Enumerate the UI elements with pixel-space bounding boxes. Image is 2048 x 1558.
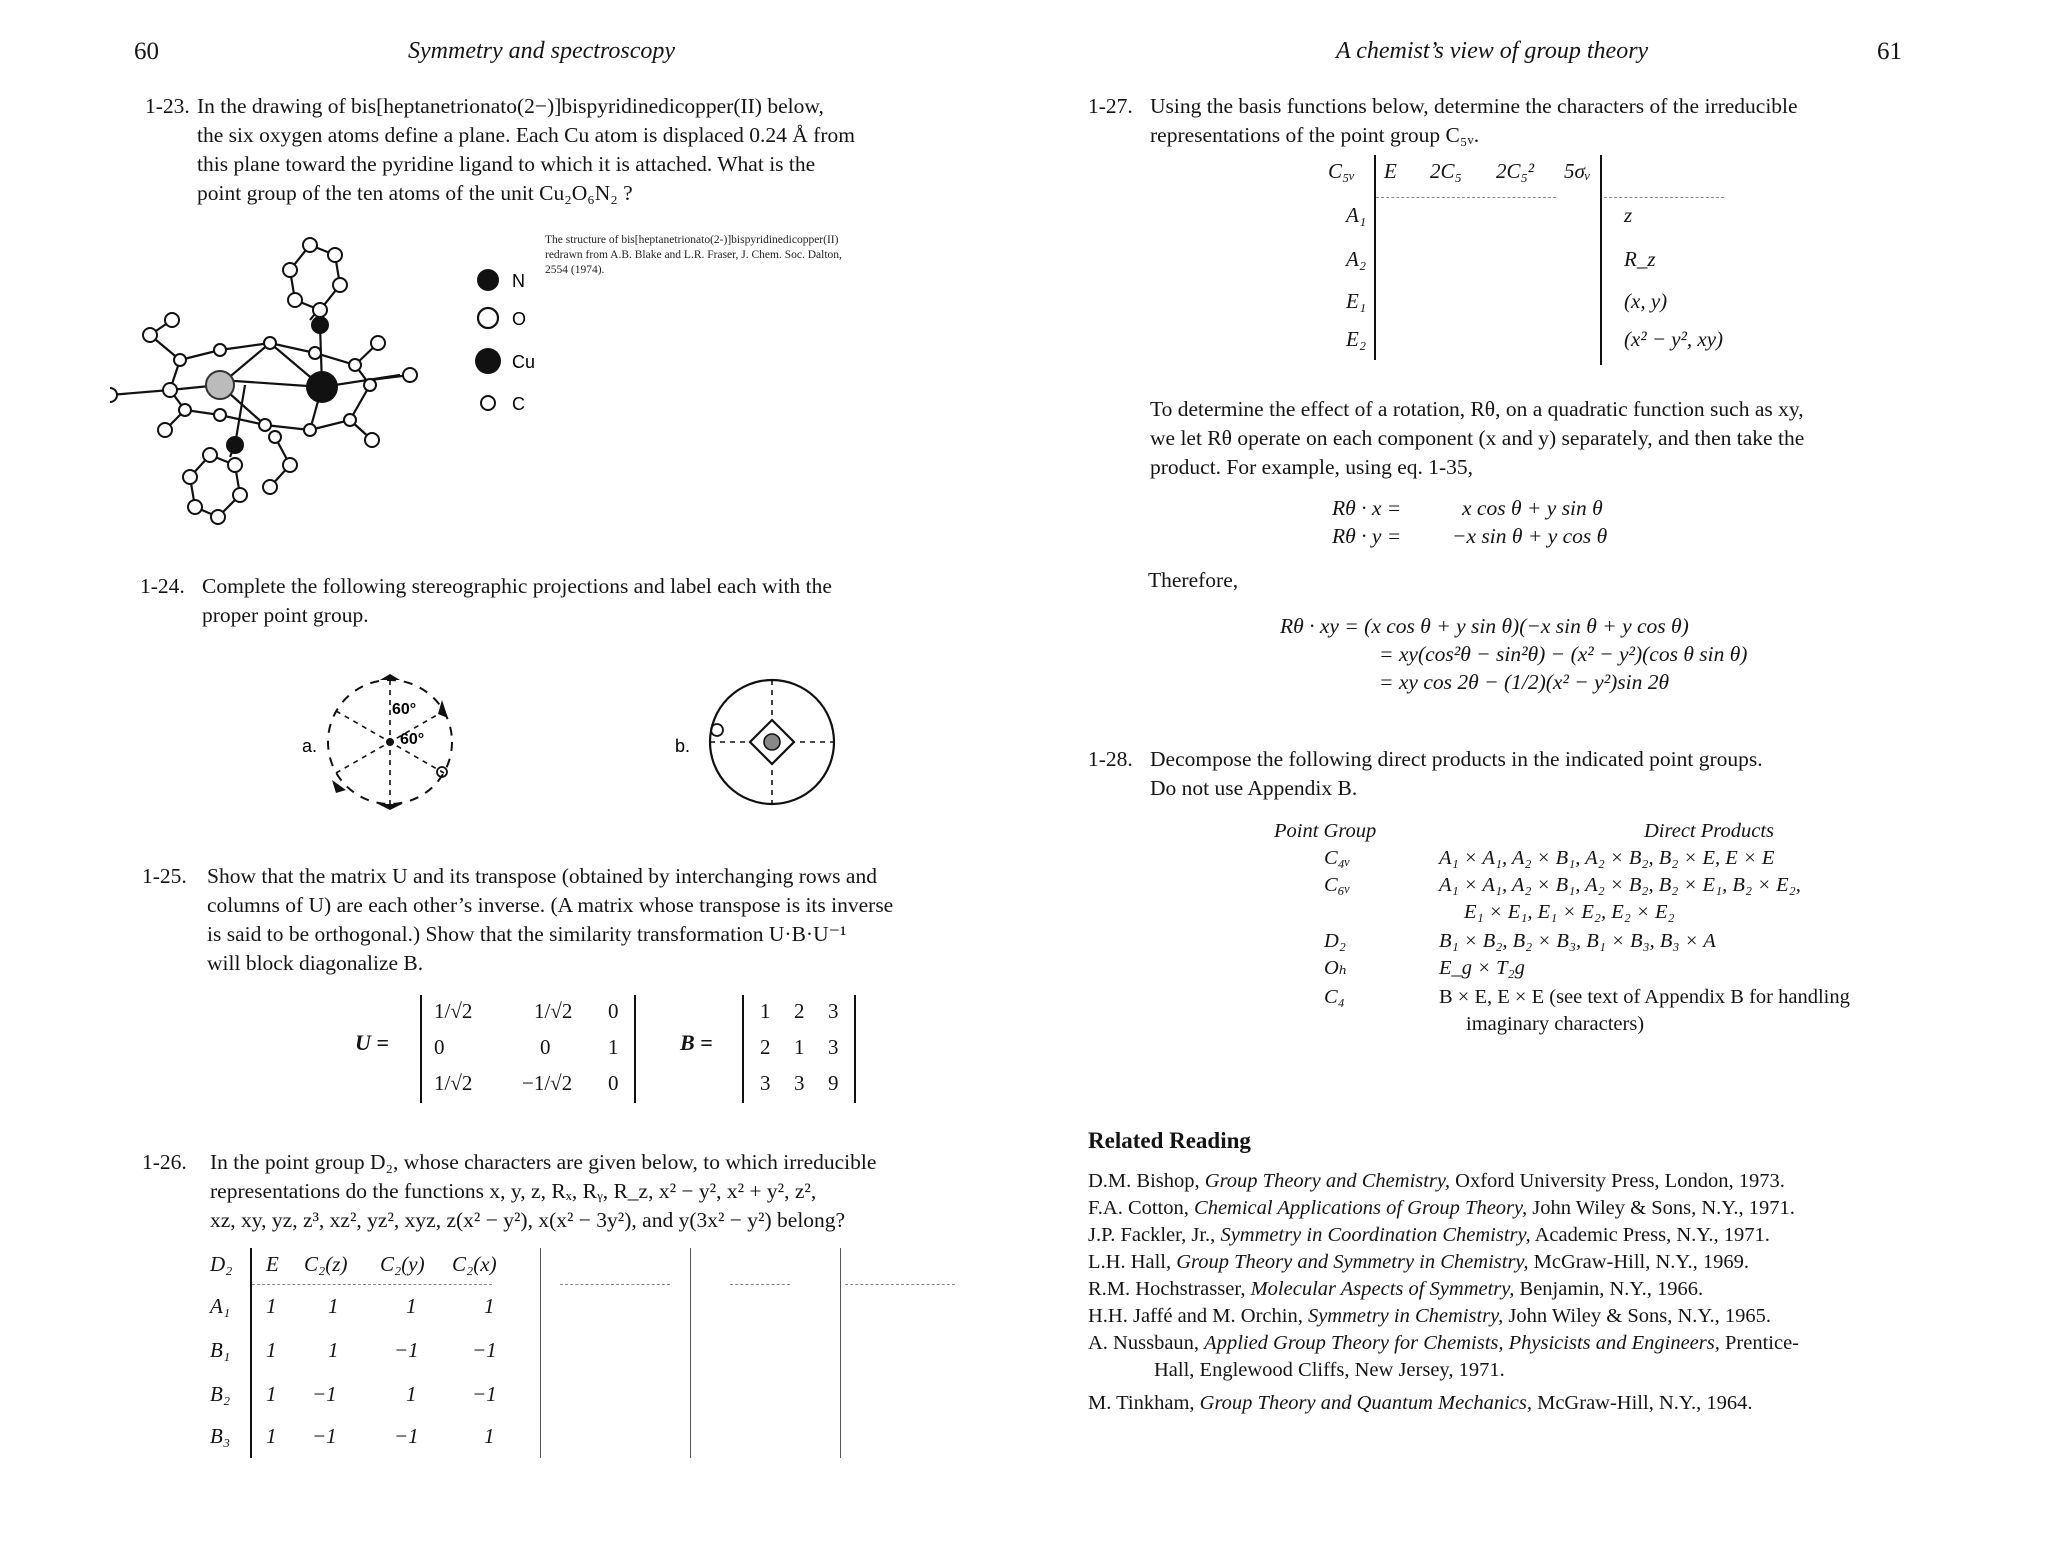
reference-title: Symmetry in Chemistry, <box>1307 1305 1504 1327</box>
text-line: we let Rθ operate on each component (x and y) separately, and then take the <box>1150 426 1805 450</box>
problem-number: 1-28. <box>1088 747 1133 771</box>
table-basis: R_z <box>1624 247 1656 271</box>
text-line: this plane toward the pyridine ligand to which it is attached. What is the <box>197 152 816 176</box>
table-header-cell: E <box>1384 159 1397 183</box>
problem-1-28 <box>1088 745 1968 805</box>
problem-number: 1-24. <box>140 574 185 598</box>
products-line: A₁ × A₁, A₂ × B₁, A₂ × B₂, B₂ × E₁, B₂ × E₂, <box>1439 874 1801 896</box>
reference-publisher: Prentice- <box>1719 1332 1799 1354</box>
reference-publisher: John Wiley & Sons, N.Y., 1965. <box>1503 1305 1772 1327</box>
matrix-cell: 3 <box>828 1035 839 1059</box>
table-row-label: E₂ <box>1346 327 1367 351</box>
reference-title: Symmetry in Coordination Chemistry, <box>1220 1224 1531 1246</box>
table-header-cell: E <box>266 1252 279 1276</box>
table-header-cell: D₂ <box>210 1252 233 1276</box>
reference-author: R.M. Hochstrasser, <box>1088 1278 1251 1300</box>
problem-text <box>202 572 990 630</box>
matrix-cell: 3 <box>760 1071 771 1095</box>
text-line: Do not use Appendix B. <box>1150 776 1358 800</box>
running-head-left: Symmetry and spectroscopy <box>408 38 676 64</box>
equation-rx-lhs: Rθ · x = <box>1332 496 1402 520</box>
products-line: A₁ × A₁, A₂ × B₁, A₂ × B₂, B₂ × E, E × E <box>1439 847 1775 869</box>
reference-title: Group Theory and Chemistry, <box>1204 1170 1451 1192</box>
caption-line: The structure of bis[heptanetrionato(2-)]bispyridinedicopper(II) <box>545 234 839 246</box>
reference-publisher: Hall, Englewood Cliffs, New Jersey, 1971. <box>1154 1359 1505 1381</box>
point-group-c4: C₄ <box>1324 986 1345 1008</box>
table-row-label: E₁ <box>1346 289 1367 313</box>
matrix-b <box>742 995 856 1103</box>
table-header-cell: 2C₅² <box>1496 159 1535 183</box>
related-reading-heading: Related Reading <box>1088 1128 1251 1153</box>
right-page <box>1024 0 2048 1558</box>
matrix-cell: 1/√2 <box>434 1071 473 1095</box>
legend-symbol-n: N <box>512 271 525 291</box>
table-cell: 1 <box>328 1294 339 1318</box>
matrix-cell: 3 <box>794 1071 805 1095</box>
column-header-direct-products: Direct Products <box>1644 820 1774 842</box>
text-line: Decompose the following direct products in the indicated point groups. <box>1150 747 1763 771</box>
table-row-label: A₂ <box>1346 247 1367 271</box>
point-group-d2: D₂ <box>1324 930 1346 952</box>
running-head-right: A chemist’s view of group theory <box>1336 38 1649 64</box>
matrix-b-label: B = <box>680 1030 713 1055</box>
reference-item <box>1088 1276 1703 1304</box>
problem-number: 1-26. <box>142 1150 187 1174</box>
reference-author: D.M. Bishop, <box>1088 1170 1205 1192</box>
reference-item <box>1088 1222 1770 1250</box>
caption-line: 2554 (1974). <box>545 264 605 276</box>
point-group-oh: Oₕ <box>1324 957 1348 979</box>
reference-item <box>1088 1168 1785 1196</box>
legend-symbol-c: C <box>512 394 525 414</box>
table-row-label: B₃ <box>210 1424 231 1448</box>
text-line: representations of the point group C₅ᵥ. <box>1150 123 1480 147</box>
reference-publisher: Benjamin, N.Y., 1966. <box>1514 1278 1704 1300</box>
text-line: representations do the functions x, y, z, Rₓ, Rᵧ, R_z, x² − y², x² + y², z², <box>210 1179 817 1203</box>
problem-text <box>197 92 985 208</box>
matrix-cell: 0 <box>434 1035 445 1059</box>
problem-text <box>1150 745 1956 803</box>
table-cell: 1 <box>484 1294 495 1318</box>
reference-author: L.H. Hall, <box>1088 1251 1177 1273</box>
matrix-u <box>420 995 636 1103</box>
matrix-u-label: U = <box>355 1030 389 1055</box>
text-line: the six oxygen atoms define a plane. Each Cu atom is displaced 0.24 Å from <box>197 123 855 147</box>
table-cell: −1 <box>312 1382 337 1406</box>
problem-number: 1-27. <box>1088 94 1133 118</box>
direct-products-table <box>1274 818 1994 1048</box>
problem-1-25 <box>142 862 1002 982</box>
legend-symbol-o: O <box>512 309 527 329</box>
nitrogen-marker-icon <box>477 269 499 291</box>
reference-author: A. Nussbaun, <box>1088 1332 1205 1354</box>
equation-rxy-line1: Rθ · xy = (x cos θ + y sin θ)(−x sin θ + y cos θ) <box>1280 614 1689 638</box>
reference-title: Group Theory and Symmetry in Chemistry, <box>1176 1251 1529 1273</box>
table-row-label: B₁ <box>210 1338 231 1362</box>
text-line: Complete the following stereographic projections and label each with the <box>202 574 832 598</box>
matrix-cell: 1/√2 <box>534 999 573 1023</box>
matrix-cell: 9 <box>828 1071 839 1095</box>
reference-title: Group Theory and Quantum Mechanics, <box>1199 1392 1532 1414</box>
copper-marker-icon <box>475 348 501 374</box>
matrix-cell: −1/√2 <box>522 1071 573 1095</box>
problem-number: 1-25. <box>142 864 187 888</box>
text-line: is said to be orthogonal.) Show that the similarity transformation U·B·U⁻¹ <box>207 922 847 946</box>
column-header-point-group: Point Group <box>1274 820 1377 842</box>
text-line: Using the basis functions below, determine the characters of the irreducible <box>1150 94 1798 118</box>
problem-1-24 <box>140 572 990 632</box>
label-b: b. <box>675 736 691 756</box>
problem-1-26 <box>142 1148 1012 1238</box>
text-line: To determine the effect of a rotation, Rθ, on a quadratic function such as xy, <box>1150 397 1804 421</box>
matrix-cell: 3 <box>828 999 839 1023</box>
reference-title: Molecular Aspects of Symmetry, <box>1250 1278 1515 1300</box>
text-line: proper point group. <box>202 603 369 627</box>
table-header-cell: C₂(x) <box>452 1252 497 1276</box>
matrix-cell: 0 <box>608 1071 619 1095</box>
table-header-cell: C₂(y) <box>380 1252 425 1276</box>
table-basis: (x² − y², xy) <box>1624 327 1724 351</box>
reference-author: J.P. Fackler, Jr., <box>1088 1224 1221 1246</box>
point-group-c6v: C₆ᵥ <box>1324 874 1351 896</box>
table-header-cell: C₅ᵥ <box>1328 159 1356 183</box>
reference-publisher: Oxford University Press, London, 1973. <box>1450 1170 1785 1192</box>
reference-title: Applied Group Theory for Chemists, Physicists and Engineers, <box>1204 1332 1720 1354</box>
table-basis: (x, y) <box>1624 289 1668 313</box>
text-line: In the drawing of bis[heptanetrionato(2−)]bispyridinedicopper(II) below, <box>197 94 824 118</box>
atom-legend <box>470 260 550 430</box>
text-line: columns of U) are each other’s inverse. (A matrix whose transpose is its inverse <box>207 893 894 917</box>
text-line: point group of the ten atoms of the unit Cu₂O₆N₂ ? <box>197 181 633 205</box>
reference-item <box>1088 1195 1795 1223</box>
problem-text <box>207 862 997 978</box>
problem-1-23 <box>145 92 985 212</box>
caption-line: redrawn from A.B. Blake and L.R. Fraser, J. Chem. Soc. Dalton, <box>545 249 842 261</box>
table-row-label: A₁ <box>1346 203 1367 227</box>
matrix-cell: 1 <box>794 1035 805 1059</box>
products-line: E₁ × E₁, E₁ × E₂, E₂ × E₂ <box>1464 901 1675 923</box>
d2-character-table <box>200 1248 1020 1458</box>
table-row-label: B₂ <box>210 1382 231 1406</box>
table-cell: 1 <box>266 1382 277 1406</box>
table-cell: 1 <box>266 1294 277 1318</box>
page-number-left: 60 <box>134 38 159 65</box>
products-line: E_g × T₂g <box>1439 957 1525 979</box>
table-cell: −1 <box>472 1382 497 1406</box>
table-cell: 1 <box>484 1424 495 1448</box>
equation-ry-rhs: −x sin θ + y cos θ <box>1452 524 1608 548</box>
problem-text <box>210 1148 1010 1235</box>
angle-label-1: 60° <box>392 701 417 718</box>
therefore-text: Therefore, <box>1148 568 1239 592</box>
products-line: B₁ × B₂, B₂ × B₃, B₁ × B₃, B₃ × A <box>1439 930 1716 952</box>
rotation-paragraph <box>1150 395 1958 482</box>
label-a: a. <box>302 736 318 756</box>
matrix-cell: 2 <box>794 999 805 1023</box>
table-cell: −1 <box>394 1338 419 1362</box>
table-cell: 1 <box>406 1382 417 1406</box>
reference-item-continuation <box>1154 1357 1505 1385</box>
table-header-cell: 2C₅ <box>1430 159 1462 183</box>
reference-title: Chemical Applications of Group Theory, <box>1194 1197 1528 1219</box>
products-line: B × E, E × E (see text of Appendix B for handling <box>1439 986 1850 1008</box>
c5v-character-table <box>1324 155 1794 365</box>
matrix-cell: 1 <box>760 999 771 1023</box>
products-line: imaginary characters) <box>1466 1013 1645 1035</box>
table-cell: 1 <box>328 1338 339 1362</box>
matrix-cell: 2 <box>760 1035 771 1059</box>
reference-publisher: McGraw-Hill, N.Y., 1964. <box>1531 1392 1753 1414</box>
text-line: will block diagonalize B. <box>207 951 424 975</box>
equation-ry-lhs: Rθ · y = <box>1332 524 1402 548</box>
reference-item <box>1088 1249 1749 1277</box>
reference-item <box>1088 1390 1753 1418</box>
table-header-cell: 5σᵥ <box>1564 159 1591 183</box>
text-line: xz, xy, yz, z³, xz², yz², xyz, z(x² − y²), x(x² − 3y²), and y(3x² − y²) belong? <box>210 1208 846 1232</box>
reference-author: M. Tinkham, <box>1088 1392 1200 1414</box>
table-cell: 1 <box>266 1338 277 1362</box>
text-line: product. For example, using eq. 1-35, <box>1150 455 1474 479</box>
angle-label-2: 60° <box>400 731 425 748</box>
matrix-cell: 1 <box>608 1035 619 1059</box>
table-cell: −1 <box>394 1424 419 1448</box>
text-line: Show that the matrix U and its transpose (obtained by interchanging rows and <box>207 864 877 888</box>
table-cell: 1 <box>406 1294 417 1318</box>
problem-number: 1-23. <box>145 94 190 118</box>
matrix-cell: 1/√2 <box>434 999 473 1023</box>
reference-item <box>1088 1303 1771 1331</box>
figure-caption <box>545 233 842 278</box>
table-cell: −1 <box>312 1424 337 1448</box>
equation-rxy-line2: = xy(cos²θ − sin²θ) − (x² − y²)(cos θ sin θ) <box>1379 642 1748 666</box>
carbon-marker-icon <box>481 396 495 410</box>
table-basis: z <box>1624 203 1633 227</box>
reference-author: F.A. Cotton, <box>1088 1197 1195 1219</box>
reference-author: H.H. Jaffé and M. Orchin, <box>1088 1305 1308 1327</box>
reference-publisher: Academic Press, N.Y., 1971. <box>1530 1224 1770 1246</box>
problem-text <box>1150 92 1956 150</box>
reference-publisher: John Wiley & Sons, N.Y., 1971. <box>1527 1197 1795 1219</box>
page-number-right: 61 <box>1877 38 1902 65</box>
point-group-c4v: C₄ᵥ <box>1324 847 1351 869</box>
oxygen-marker-icon <box>478 308 498 328</box>
table-cell: 1 <box>266 1424 277 1448</box>
reference-item <box>1088 1330 1799 1358</box>
matrix-cell: 0 <box>608 999 619 1023</box>
table-cell: −1 <box>472 1338 497 1362</box>
equation-rx-rhs: x cos θ + y sin θ <box>1462 496 1603 520</box>
stereographic-projections <box>290 660 870 820</box>
molecule-structure-drawing <box>110 225 440 525</box>
problem-1-27 <box>1088 92 1968 152</box>
text-line: In the point group D₂, whose characters are given below, to which irreducible <box>210 1150 877 1174</box>
matrix-cell: 0 <box>540 1035 551 1059</box>
legend-symbol-cu: Cu <box>512 352 536 372</box>
reference-publisher: McGraw-Hill, N.Y., 1969. <box>1528 1251 1750 1273</box>
equation-rxy-line3: = xy cos 2θ − (1/2)(x² − y²)sin 2θ <box>1379 670 1670 694</box>
table-row-label: A₁ <box>210 1294 231 1318</box>
table-header-cell: C₂(z) <box>304 1252 348 1276</box>
